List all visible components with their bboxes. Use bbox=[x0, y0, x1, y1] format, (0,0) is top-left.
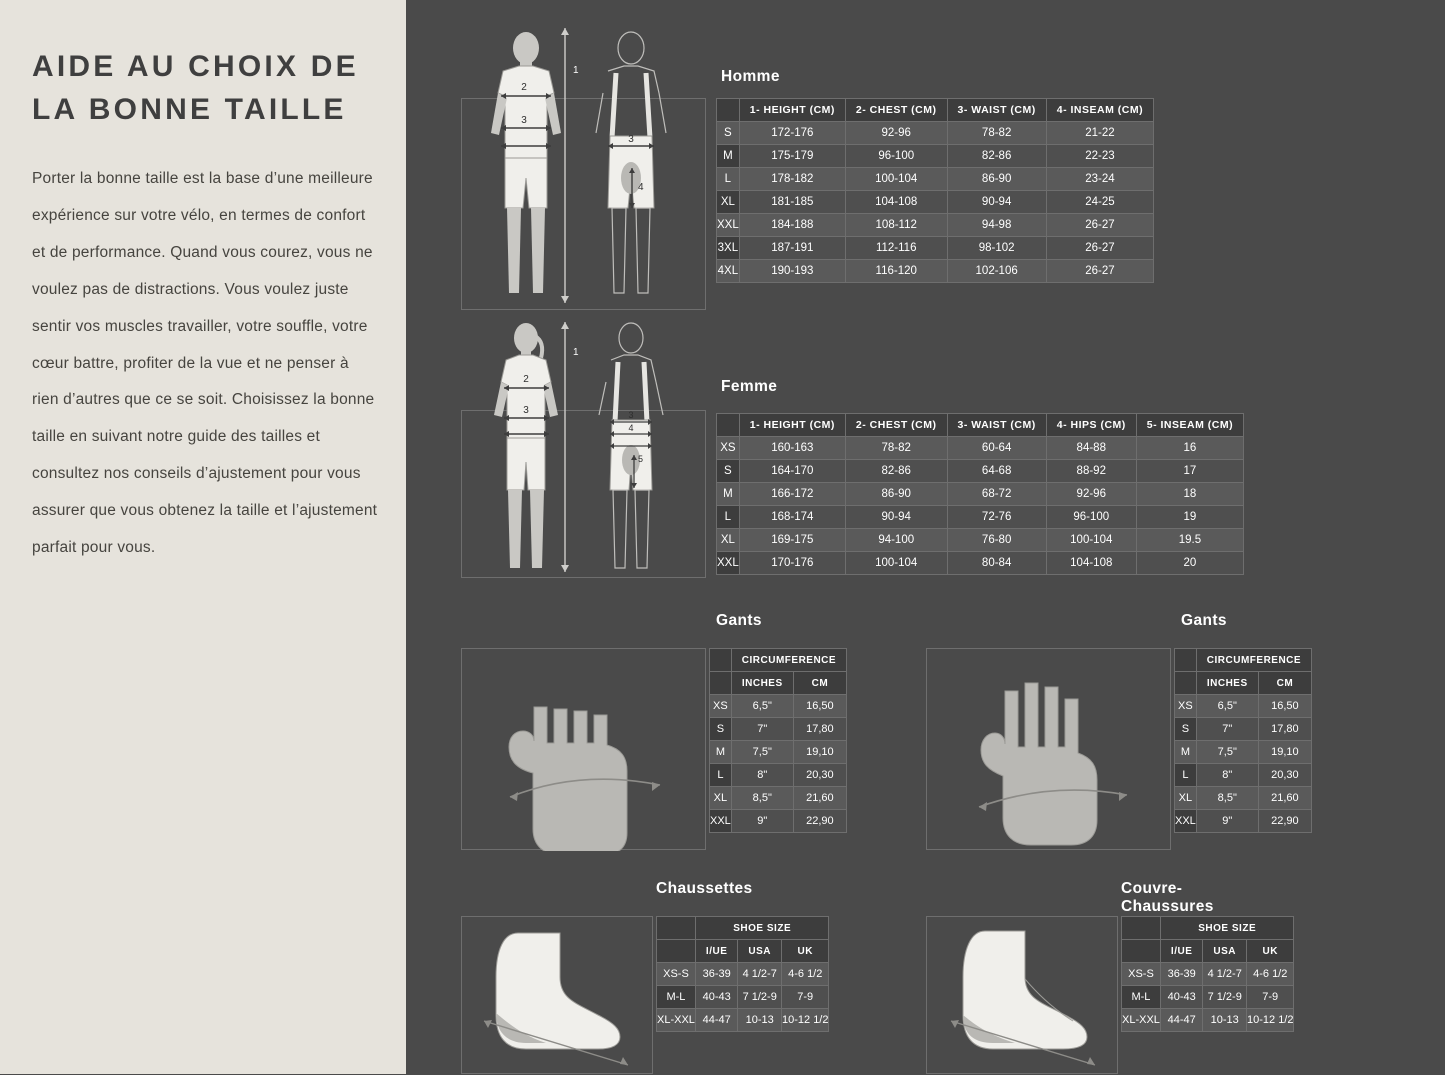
col-inseam: 4- INSEAM (CM) bbox=[1046, 99, 1153, 122]
table-header-row bbox=[710, 672, 847, 695]
svg-text:3: 3 bbox=[628, 134, 634, 145]
male-body-diagram-icon bbox=[461, 18, 711, 318]
col-uk: UK bbox=[1247, 940, 1294, 963]
col-circumference: CIRCUMFERENCE bbox=[1196, 649, 1311, 672]
col-chest: 2- CHEST (CM) bbox=[845, 99, 947, 122]
table-row: S 172-176 92-96 78-82 21-22 bbox=[717, 122, 1154, 145]
table-header-row bbox=[1122, 917, 1294, 940]
table-chaussettes bbox=[656, 916, 829, 1032]
table-header-row bbox=[717, 414, 1244, 437]
table-row: XS-S 36-39 4 1/2-7 4-6 1/2 bbox=[1122, 963, 1294, 986]
table-row: XS-S 36-39 4 1/2-7 4-6 1/2 bbox=[657, 963, 829, 986]
sock-icon bbox=[462, 917, 654, 1075]
col-eu: I/UE bbox=[695, 940, 737, 963]
svg-text:2: 2 bbox=[521, 82, 527, 93]
section-title-chaussettes: Chaussettes bbox=[656, 880, 753, 897]
long-glove-icon bbox=[927, 649, 1172, 851]
table-row: XS 6,5" 16,50 bbox=[710, 695, 847, 718]
page-title: AIDE AU CHOIX DE LA BONNE TAILLE bbox=[32, 50, 359, 126]
svg-text:1: 1 bbox=[573, 347, 579, 358]
table-row: XL 8,5" 21,60 bbox=[1175, 787, 1312, 810]
table-header-row bbox=[1175, 672, 1312, 695]
table-row: XXL 184-188 108-112 94-98 26-27 bbox=[717, 214, 1154, 237]
col-waist: 3- WAIST (CM) bbox=[947, 414, 1046, 437]
section-title-gants-long: Gants bbox=[1181, 612, 1227, 629]
table-gants-long bbox=[1174, 648, 1312, 833]
svg-text:5: 5 bbox=[638, 454, 644, 464]
intro-paragraph: Porter la bonne taille est la base d’une meilleure expérience sur votre vélo, en termes de confort et de performance. Quand vous courez, vous ne voulez pas de distractions. Vous voulez juste sentir vos muscles travailler, votre souffle, votre cœur battre, profiter de la vue et ne penser à rien d’autres que ce se soit. Choisissez la bonne taille en suivant notre guide des tailles et consultez nos conseils d’ajustement pour vous assurer que vous obtenez la taille et l’ajustement parfait pour vous. bbox=[32, 170, 378, 556]
svg-text:3: 3 bbox=[521, 115, 527, 126]
table-homme bbox=[716, 98, 1154, 283]
svg-text:2: 2 bbox=[523, 374, 529, 385]
table-row: XXL 9" 22,90 bbox=[710, 810, 847, 833]
section-title-couvre-chaussures: Couvre-Chaussures bbox=[1121, 880, 1214, 915]
table-row: S 164-170 82-86 64-68 88-92 17 bbox=[717, 460, 1244, 483]
col-eu: I/UE bbox=[1160, 940, 1202, 963]
col-shoe-size: SHOE SIZE bbox=[695, 917, 829, 940]
table-header-row bbox=[717, 99, 1154, 122]
charts-panel bbox=[406, 0, 1445, 1074]
table-row: M 7,5" 19,10 bbox=[1175, 741, 1312, 764]
table-row: L 178-182 100-104 86-90 23-24 bbox=[717, 168, 1154, 191]
figure-chaussettes bbox=[461, 916, 653, 1074]
svg-text:4: 4 bbox=[628, 423, 634, 433]
svg-text:4: 4 bbox=[638, 182, 644, 193]
table-row: L 8" 20,30 bbox=[1175, 764, 1312, 787]
col-shoe-size: SHOE SIZE bbox=[1160, 917, 1294, 940]
svg-text:1: 1 bbox=[573, 65, 579, 76]
table-gants-court bbox=[709, 648, 847, 833]
col-inches: INCHES bbox=[731, 672, 793, 695]
col-hips: 4- HIPS (CM) bbox=[1046, 414, 1136, 437]
female-body-diagram-icon bbox=[461, 310, 711, 590]
table-row: XS 6,5" 16,50 bbox=[1175, 695, 1312, 718]
table-row: M 175-179 96-100 82-86 22-23 bbox=[717, 145, 1154, 168]
table-row: S 7" 17,80 bbox=[1175, 718, 1312, 741]
table-header-row bbox=[657, 917, 829, 940]
section-title-femme: Femme bbox=[721, 378, 778, 395]
figure-gants-court bbox=[461, 648, 706, 850]
col-height: 1- HEIGHT (CM) bbox=[739, 99, 845, 122]
col-height: 1- HEIGHT (CM) bbox=[739, 414, 845, 437]
table-row: 4XL 190-193 116-120 102-106 26-27 bbox=[717, 260, 1154, 283]
figure-gants-long bbox=[926, 648, 1171, 850]
col-usa: USA bbox=[1203, 940, 1247, 963]
table-row: XXL 9" 22,90 bbox=[1175, 810, 1312, 833]
table-header-row bbox=[1175, 649, 1312, 672]
table-row: XXL 170-176 100-104 80-84 104-108 20 bbox=[717, 552, 1244, 575]
table-row: M-L 40-43 7 1/2-9 7-9 bbox=[1122, 986, 1294, 1009]
table-femme bbox=[716, 413, 1244, 575]
table-row: M-L 40-43 7 1/2-9 7-9 bbox=[657, 986, 829, 1009]
col-usa: USA bbox=[738, 940, 782, 963]
col-size bbox=[717, 414, 740, 437]
col-cm: CM bbox=[793, 672, 846, 695]
intro-panel bbox=[0, 0, 406, 1074]
table-row: 3XL 187-191 112-116 98-102 26-27 bbox=[717, 237, 1154, 260]
table-row: L 168-174 90-94 72-76 96-100 19 bbox=[717, 506, 1244, 529]
short-glove-icon bbox=[462, 649, 707, 851]
table-row: XL-XXL 44-47 10-13 10-12 1/2 bbox=[657, 1009, 829, 1032]
table-row: M 166-172 86-90 68-72 92-96 18 bbox=[717, 483, 1244, 506]
svg-text:3: 3 bbox=[523, 405, 529, 416]
col-waist: 3- WAIST (CM) bbox=[947, 99, 1046, 122]
col-circumference: CIRCUMFERENCE bbox=[731, 649, 846, 672]
col-size bbox=[717, 99, 740, 122]
table-row: M 7,5" 19,10 bbox=[710, 741, 847, 764]
col-inseam: 5- INSEAM (CM) bbox=[1136, 414, 1243, 437]
table-row: XL 8,5" 21,60 bbox=[710, 787, 847, 810]
section-title-gants-court: Gants bbox=[716, 612, 762, 629]
section-title-homme: Homme bbox=[721, 68, 780, 85]
table-row: XL 169-175 94-100 76-80 100-104 19.5 bbox=[717, 529, 1244, 552]
shoe-cover-icon bbox=[927, 917, 1119, 1075]
table-row: L 8" 20,30 bbox=[710, 764, 847, 787]
figure-couvre-chaussures bbox=[926, 916, 1118, 1074]
col-inches: INCHES bbox=[1196, 672, 1258, 695]
table-header-row bbox=[710, 649, 847, 672]
table-header-row bbox=[657, 940, 829, 963]
table-row: S 7" 17,80 bbox=[710, 718, 847, 741]
table-couvre-chaussures bbox=[1121, 916, 1294, 1032]
table-row: XL-XXL 44-47 10-13 10-12 1/2 bbox=[1122, 1009, 1294, 1032]
col-chest: 2- CHEST (CM) bbox=[845, 414, 947, 437]
svg-text:3: 3 bbox=[628, 410, 634, 420]
table-row: XL 181-185 104-108 90-94 24-25 bbox=[717, 191, 1154, 214]
table-row: XS 160-163 78-82 60-64 84-88 16 bbox=[717, 437, 1244, 460]
col-cm: CM bbox=[1258, 672, 1311, 695]
table-header-row bbox=[1122, 940, 1294, 963]
col-uk: UK bbox=[782, 940, 829, 963]
